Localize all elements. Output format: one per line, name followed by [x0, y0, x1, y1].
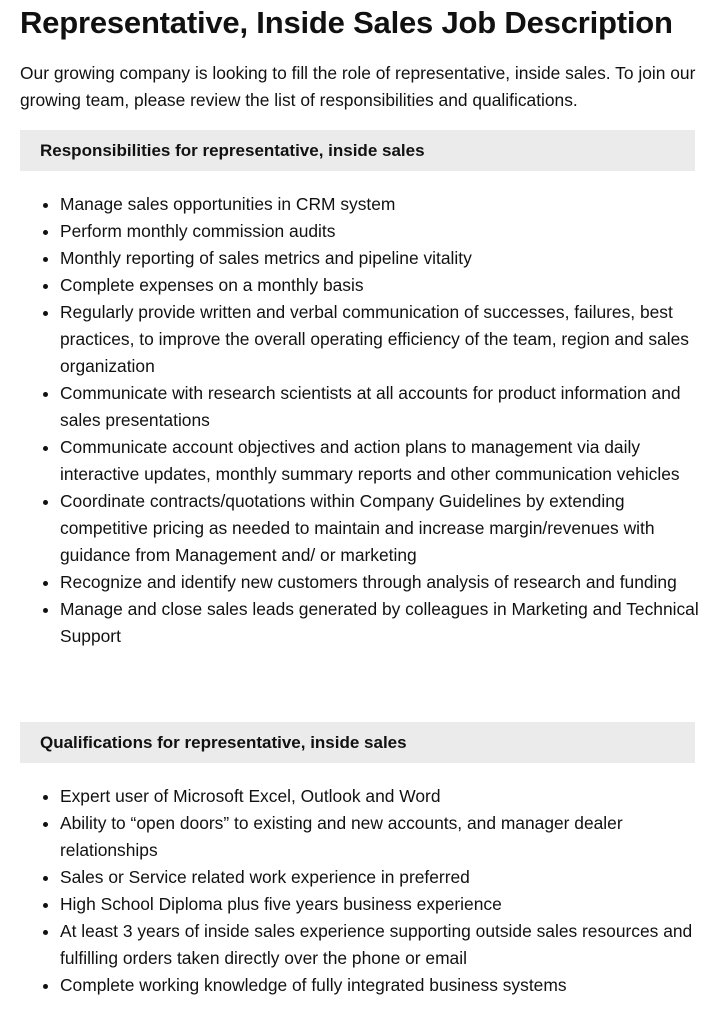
- list-item: • Recognize and identify new customers through analysis of research and funding: [60, 569, 700, 596]
- page-title: Representative, Inside Sales Job Description: [20, 5, 673, 40]
- qualifications-heading: Qualifications for representative, inside sales: [20, 722, 695, 763]
- list-item: • At least 3 years of inside sales experience supporting outside sales resources and fulfilling orders taken directly over the phone or email: [60, 918, 700, 972]
- list-item: • Manage and close sales leads generated by colleagues in Marketing and Technical Support: [60, 596, 700, 650]
- qualifications-list: [20, 783, 700, 999]
- list-item: • Complete expenses on a monthly basis: [60, 272, 700, 299]
- list-item: • Sales or Service related work experience in preferred: [60, 864, 700, 891]
- responsibilities-heading: Responsibilities for representative, inside sales: [20, 130, 695, 171]
- intro-paragraph: Our growing company is looking to fill the role of representative, inside sales. To join our growing team, please review the list of responsibilities and qualifications.: [20, 63, 696, 110]
- list-item: • Regularly provide written and verbal communication of successes, failures, best practices, to improve the overall operating efficiency of the team, region and sales organization: [60, 299, 700, 380]
- list-item: • Complete working knowledge of fully integrated business systems: [60, 972, 700, 999]
- list-item: • Monthly reporting of sales metrics and pipeline vitality: [60, 245, 700, 272]
- list-item: • Perform monthly commission audits: [60, 218, 700, 245]
- responsibilities-list: [20, 191, 700, 650]
- list-item: • Expert user of Microsoft Excel, Outlook and Word: [60, 783, 700, 810]
- list-item: • Communicate with research scientists at all accounts for product information and sales presentations: [60, 380, 700, 434]
- list-item: • Ability to “open doors” to existing and new accounts, and manager dealer relationships: [60, 810, 700, 864]
- list-item: • High School Diploma plus five years business experience: [60, 891, 700, 918]
- list-item: • Communicate account objectives and action plans to management via daily interactive updates, monthly summary reports and other communication vehicles: [60, 434, 700, 488]
- list-item: • Coordinate contracts/quotations within Company Guidelines by extending competitive pricing as needed to maintain and increase margin/revenues with guidance from Management and/ or marketing: [60, 488, 700, 569]
- list-item: • Manage sales opportunities in CRM system: [60, 191, 700, 218]
